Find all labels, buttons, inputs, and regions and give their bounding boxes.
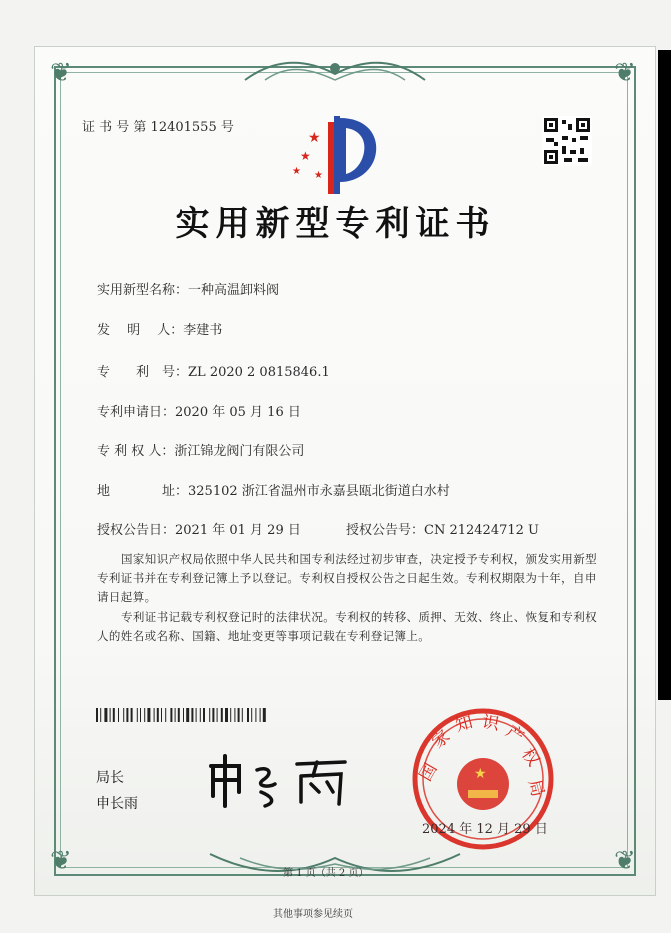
- barcode-bar: [191, 708, 193, 722]
- svg-text:★: ★: [474, 766, 487, 782]
- barcode-bar: [131, 708, 133, 722]
- svg-text:★: ★: [292, 166, 301, 177]
- svg-text:产: 产: [501, 721, 528, 748]
- seal-date: 2024 年 12 月 29 日: [422, 822, 548, 837]
- field-address: [97, 480, 450, 499]
- field-value: 2021 年 01 月 29 日: [175, 523, 301, 538]
- field-application-date: [97, 401, 301, 420]
- svg-text:识: 识: [480, 712, 501, 735]
- field-value: 325102 浙江省温州市永嘉县瓯北街道白水村: [188, 484, 450, 499]
- field-label: 发 明 人：: [97, 323, 184, 338]
- paragraph-grant: 国家知识产权局依照中华人民共和国专利法经过初步审查，决定授予专利权，颁发实用新型专利证书并在专利登记簿上予以登记。专利权自授权公告之日起生效。专利权期限为十年，自申请日起算。: [97, 552, 597, 604]
- barcode-bar: [100, 708, 101, 722]
- barcode-bar: [96, 708, 98, 722]
- field-label: 专 利 号：: [97, 365, 189, 380]
- barcode-bar: [126, 708, 128, 722]
- barcode-bar: [247, 708, 249, 722]
- svg-text:家: 家: [428, 726, 455, 753]
- barcode-bar: [209, 708, 210, 722]
- field-announce-number: [346, 519, 539, 538]
- qr-code: [542, 116, 592, 166]
- field-inventor: [97, 319, 222, 338]
- barcode-bar: [104, 708, 107, 722]
- barcode-bar: [170, 708, 172, 722]
- scan-edge: [658, 50, 671, 700]
- signer-title: 局长: [96, 770, 124, 786]
- barcode-bar: [157, 708, 159, 722]
- field-value: 浙江锦龙阀门有限公司: [174, 444, 305, 459]
- field-label: 实用新型名称：: [97, 283, 189, 298]
- svg-text:知: 知: [453, 712, 475, 737]
- page-indicator: 第 1 页（共 2 页）: [283, 868, 369, 879]
- certificate-title: 实用新型专利证书: [175, 204, 496, 244]
- barcode-bar: [186, 708, 189, 722]
- svg-text:★: ★: [308, 130, 321, 146]
- signer-name: 申长雨: [96, 796, 138, 812]
- barcode-bar: [242, 708, 243, 722]
- barcode-bar: [123, 708, 124, 722]
- top-ornament: [235, 54, 435, 88]
- corner-ornament-bottom-right: ❦: [614, 846, 636, 876]
- barcode-bar: [200, 708, 201, 722]
- barcode-bar: [263, 708, 266, 722]
- field-label: 授权公告日：: [97, 523, 176, 538]
- field-value: 2020 年 05 月 16 日: [175, 405, 301, 420]
- barcode-bar: [178, 708, 180, 722]
- barcode-bar: [110, 708, 111, 722]
- bottom-note: 其他事项参见续页: [273, 909, 353, 920]
- field-patentee: [97, 440, 304, 459]
- svg-text:★: ★: [300, 149, 311, 163]
- field-value: ZL 2020 2 0815846.1: [188, 365, 330, 380]
- field-value: CN 212424712 U: [424, 523, 539, 538]
- field-value: 李建书: [183, 323, 223, 338]
- barcode-bar: [137, 708, 138, 722]
- barcode-bar: [161, 708, 162, 722]
- barcode-bar: [113, 708, 115, 722]
- barcode-bar: [260, 708, 261, 722]
- barcode-bar: [251, 708, 252, 722]
- corner-ornament-bottom-left: ❦: [50, 846, 72, 876]
- barcode-bar: [238, 708, 240, 722]
- barcode-bar: [203, 708, 205, 722]
- barcode-bar: [255, 708, 256, 722]
- certificate-number: [82, 116, 234, 135]
- barcode-bar: [234, 708, 235, 722]
- barcode-bar: [118, 708, 119, 722]
- barcode: [96, 708, 326, 722]
- signature: [205, 752, 355, 812]
- certificate-number-value: 12401555 号: [150, 120, 234, 135]
- field-label: 专利申请日：: [97, 405, 176, 420]
- barcode-bar: [196, 708, 197, 722]
- field-name: [97, 279, 279, 298]
- field-patent-number: [97, 361, 330, 380]
- barcode-bar: [217, 708, 218, 722]
- svg-text:国: 国: [415, 759, 442, 785]
- field-label: 授权公告号：: [346, 523, 425, 538]
- barcode-bar: [225, 708, 228, 722]
- corner-ornament-top-left: ❦: [50, 58, 72, 88]
- corner-ornament-top-right: ❦: [614, 58, 636, 88]
- barcode-bar: [144, 708, 145, 722]
- certificate-number-label: 证 书 号 第: [82, 120, 147, 135]
- field-announce-date: [97, 519, 301, 538]
- svg-text:局: 局: [523, 777, 548, 799]
- barcode-bar: [183, 708, 184, 722]
- barcode-bar: [175, 708, 176, 722]
- svg-text:★: ★: [314, 170, 323, 181]
- barcode-bar: [154, 708, 155, 722]
- barcode-bar: [140, 708, 141, 722]
- svg-text:权: 权: [517, 744, 544, 771]
- barcode-bar: [212, 708, 214, 722]
- field-value: 一种高温卸料阀: [188, 283, 280, 298]
- field-label: 专 利 权 人：: [97, 444, 175, 459]
- barcode-bar: [147, 708, 150, 722]
- barcode-bar: [221, 708, 223, 722]
- barcode-bar: [230, 708, 231, 722]
- barcode-bar: [165, 708, 166, 722]
- field-label: 地 址：: [97, 484, 189, 499]
- paragraph-legal-status: 专利证书记载专利权登记时的法律状况。专利权的转移、质押、无效、终止、恢复和专利权人的姓名或名称、国籍、地址变更等事项记载在专利登记簿上。: [97, 610, 597, 643]
- cnipa-logo: [288, 112, 384, 196]
